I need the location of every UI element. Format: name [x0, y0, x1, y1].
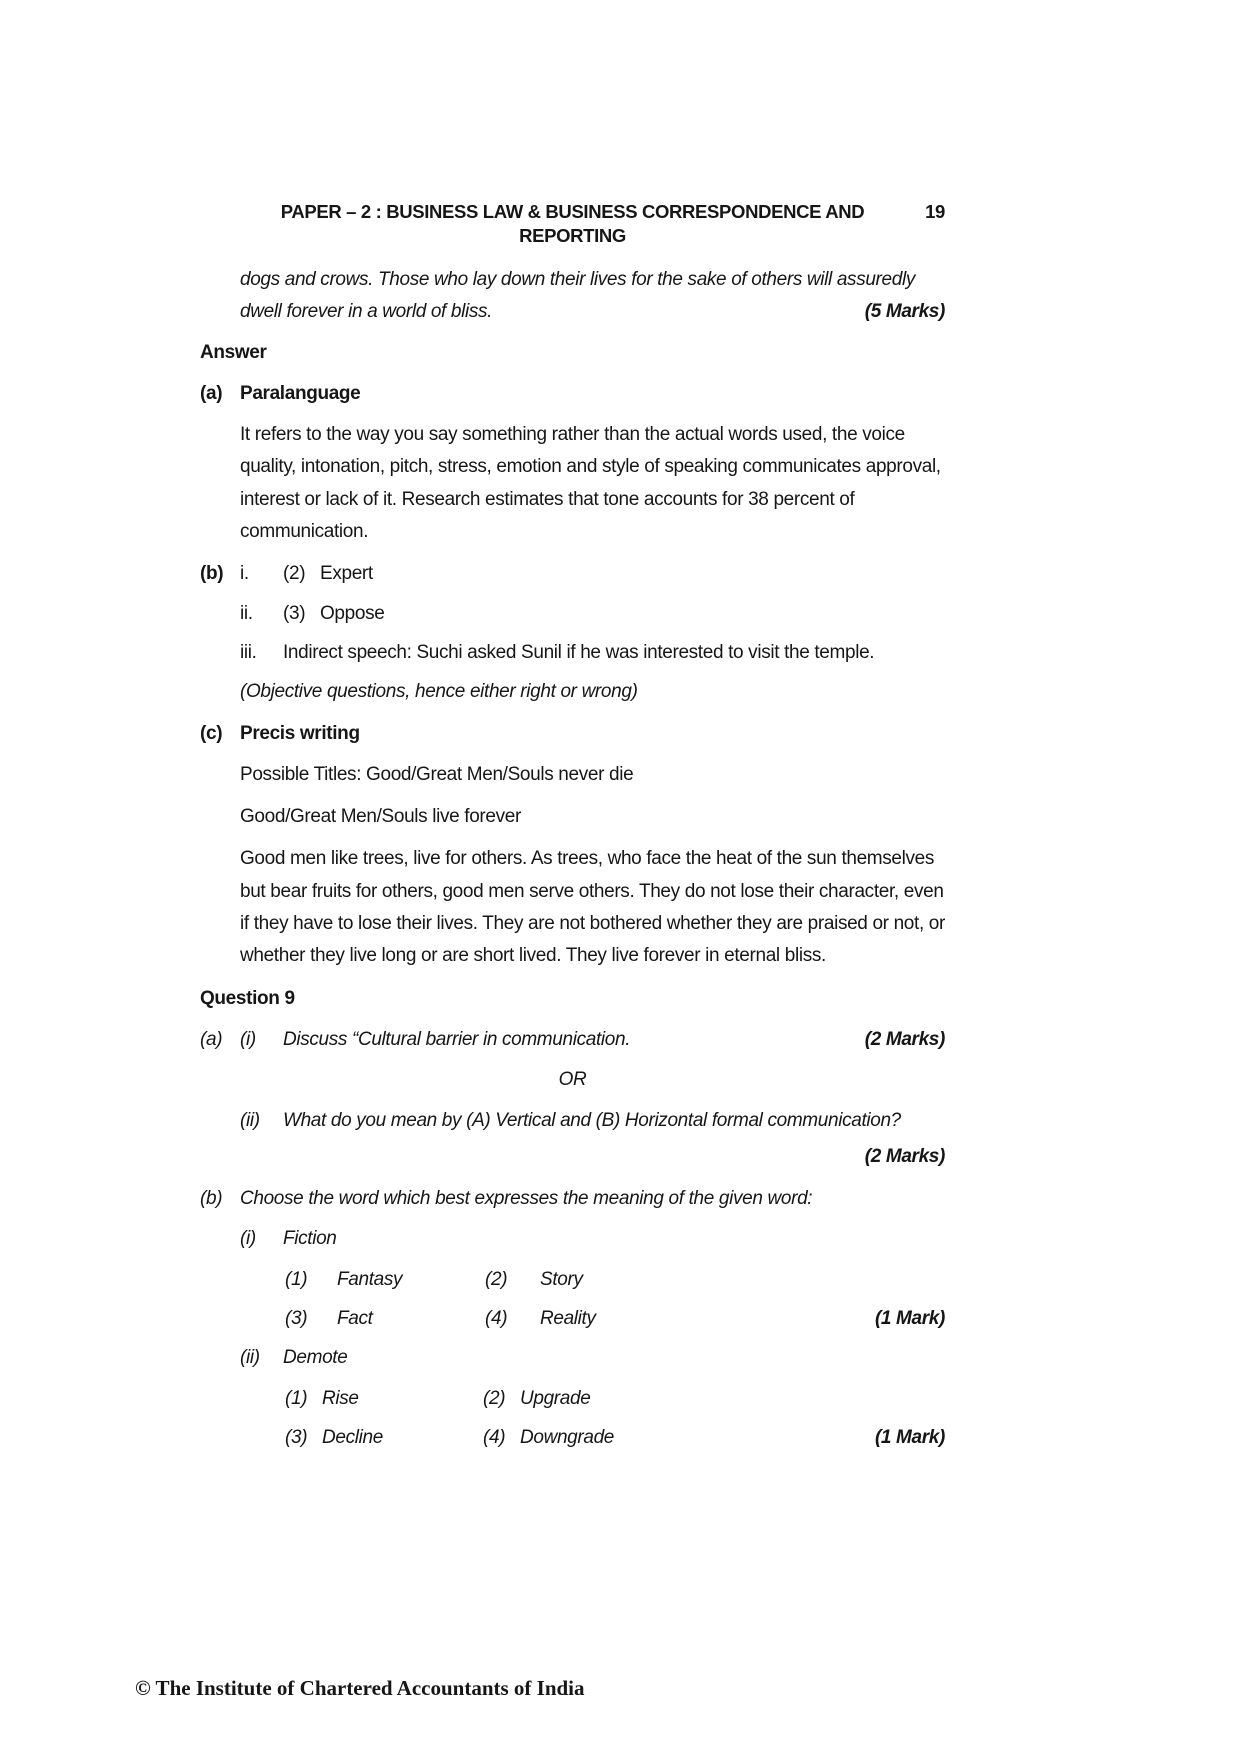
- precis-title-2: Good/Great Men/Souls live forever: [240, 806, 521, 828]
- section-b-label: (b): [200, 563, 224, 585]
- page-number: 19: [925, 201, 945, 222]
- answer-item-option: (3): [283, 602, 306, 624]
- page-header: [200, 200, 945, 248]
- or-separator: OR: [558, 1069, 587, 1091]
- q9b-i-num: (i): [240, 1228, 256, 1250]
- option-word: Rise: [322, 1387, 359, 1409]
- section-c-label: (c): [200, 722, 223, 744]
- option-number: (2): [485, 1268, 508, 1290]
- passage-marks: (5 Marks): [864, 301, 945, 323]
- answer-b-item: [200, 558, 945, 590]
- option-number: (1): [285, 1268, 308, 1290]
- answer-item-num: ii.: [240, 602, 253, 624]
- answer-item-option: (2): [283, 563, 306, 585]
- answer-b-item: [240, 598, 945, 630]
- answer-item-num: iii.: [240, 641, 257, 663]
- section-a: [200, 378, 945, 410]
- option-word: Upgrade: [520, 1387, 591, 1409]
- precis-title-1: Possible Titles: Good/Great Men/Souls never die: [240, 763, 634, 785]
- option-row: [285, 1264, 945, 1296]
- answer-item-num: i.: [240, 563, 249, 585]
- option-word: Decline: [322, 1426, 383, 1448]
- q9a-i-marks: (2 Marks): [864, 1028, 945, 1050]
- passage-text: dogs and crows. Those who lay down their lives for the sake of others will assuredly dwell forever in a world of bliss.: [240, 269, 915, 323]
- precis-body: Good men like trees, live for others. As trees, who face the heat of the sun themselves but bear fruits for others, good men serve others. They do not lose their character, even if they have to lose their lives. They are not bothered whether they are praised or not, or whether they live long or are short lived. They live forever in eternal bliss.: [240, 848, 945, 967]
- footer-copyright: © The Institute of Chartered Accountants of India: [135, 1676, 585, 1700]
- option-number: (1): [285, 1387, 308, 1409]
- q9a-ii-row: [200, 1105, 945, 1137]
- q9b-ii-word: Demote: [283, 1347, 348, 1369]
- section-a-body: It refers to the way you say something rather than the actual words used, the voice quality, intonation, pitch, stress, emotion and style of speaking communicates approval, interest or lack of it. Research estimates that tone accounts for 38 percent of communication.: [240, 424, 941, 543]
- option-number: (4): [483, 1426, 506, 1448]
- q9b-intro: Choose the word which best expresses the meaning of the given word:: [240, 1188, 813, 1210]
- option-number: (2): [483, 1387, 506, 1409]
- q9a-i-text: Discuss “Cultural barrier in communication.: [283, 1028, 631, 1050]
- option-number: (3): [285, 1426, 308, 1448]
- answer-item-text: Indirect speech: Suchi asked Sunil if he was interested to visit the temple.: [283, 641, 875, 663]
- answer-heading: Answer: [200, 341, 267, 363]
- option-word: Fact: [337, 1308, 373, 1330]
- section-c: [200, 718, 945, 750]
- answer-item-text: Oppose: [320, 602, 385, 624]
- option-marks: (1 Mark): [874, 1426, 945, 1448]
- option-row: [285, 1383, 945, 1415]
- paper-title: PAPER – 2 : BUSINESS LAW & BUSINESS CORRESPONDENCE AND REPORTING: [280, 201, 865, 247]
- option-row: [285, 1303, 945, 1335]
- section-a-label: (a): [200, 382, 223, 404]
- option-word: Fantasy: [337, 1268, 403, 1290]
- objective-note: (Objective questions, hence either right or wrong): [240, 681, 638, 703]
- q9b-i-row: [200, 1223, 945, 1255]
- q9a-ii-marks: (2 Marks): [864, 1145, 945, 1167]
- q9b-label: (b): [200, 1188, 223, 1210]
- q9a-ii-num: (ii): [240, 1109, 260, 1131]
- answer-b-item: [240, 637, 945, 669]
- page-content: [200, 264, 945, 1461]
- option-row: [285, 1422, 945, 1454]
- q9a-ii-text: What do you mean by (A) Vertical and (B) Horizontal formal communication?: [283, 1109, 901, 1131]
- option-word: Downgrade: [520, 1426, 615, 1448]
- option-word: Reality: [540, 1308, 596, 1330]
- option-number: (4): [485, 1308, 508, 1330]
- section-a-title: Paralanguage: [240, 382, 361, 404]
- q9a-label: (a): [200, 1028, 223, 1050]
- option-marks: (1 Mark): [874, 1308, 945, 1330]
- q9a-i-row: [200, 1024, 945, 1056]
- q9b-i-word: Fiction: [283, 1228, 337, 1250]
- q9b-ii-row: [200, 1342, 945, 1374]
- q9b-row: [200, 1183, 945, 1215]
- option-word: Story: [540, 1268, 583, 1290]
- option-number: (3): [285, 1308, 308, 1330]
- q9b-ii-num: (ii): [240, 1347, 260, 1369]
- answer-item-text: Expert: [320, 563, 373, 585]
- q9a-i-num: (i): [240, 1028, 256, 1050]
- question9-heading: Question 9: [200, 987, 295, 1009]
- passage-continuation: [240, 264, 945, 329]
- section-c-title: Precis writing: [240, 722, 360, 744]
